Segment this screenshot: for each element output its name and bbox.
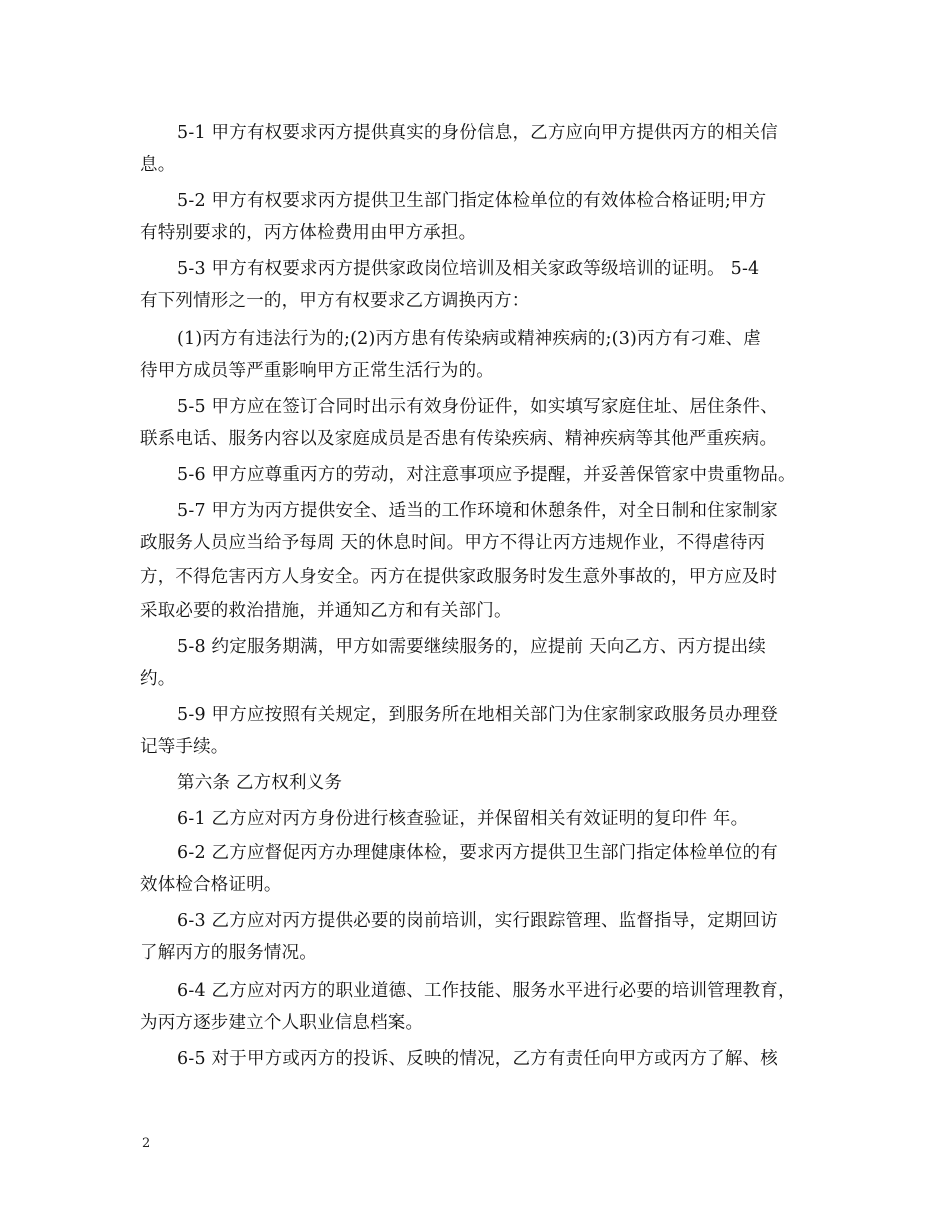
- text-line: 6-3 乙方应对丙方提供必要的岗前培训，实行跟踪管理、监督指导，定期回访: [177, 911, 778, 931]
- text-line: 待甲方成员等严重影响甲方正常生活行为的。: [140, 361, 494, 381]
- text-line: 政服务人员应当给予每周 天的休息时间。甲方不得让丙方违规作业，不得虐待丙: [140, 533, 766, 553]
- section-heading: 第六条 乙方权利义务: [177, 773, 343, 793]
- text-line: 5-3 甲方有权要求丙方提供家政岗位培训及相关家政等级培训的证明。 5-4: [177, 259, 760, 279]
- text-line: 记等手续。: [140, 737, 229, 757]
- text-line: 6-4 乙方应对丙方的职业道德、工作技能、服务水平进行必要的培训管理教育，: [177, 981, 796, 1001]
- text-line: 6-2 乙方应督促丙方办理健康体检，要求丙方提供卫生部门指定体检单位的有: [177, 843, 778, 863]
- text-line: (1)丙方有违法行为的;(2)丙方患有传染病或精神疾病的;(3)丙方有刁难、虐: [177, 329, 761, 349]
- text-line: 5-6 甲方应尊重丙方的劳动，对注意事项应予提醒，并妥善保管家中贵重物品。: [177, 465, 796, 485]
- text-line: 5-5 甲方应在签订合同时出示有效身份证件，如实填写家庭住址、居住条件、: [177, 397, 778, 417]
- text-line: 了解丙方的服务情况。: [140, 943, 317, 963]
- text-line: 6-5 对于甲方或丙方的投诉、反映的情况，乙方有责任向甲方或丙方了解、核: [177, 1049, 778, 1069]
- text-line: 息。: [140, 155, 176, 175]
- text-line: 5-2 甲方有权要求丙方提供卫生部门指定体检单位的有效体检合格证明;甲方: [177, 191, 767, 211]
- text-line: 约。: [140, 669, 176, 689]
- text-line: 5-1 甲方有权要求丙方提供真实的身份信息，乙方应向甲方提供丙方的相关信: [177, 123, 778, 143]
- text-line: 5-9 甲方应按照有关规定，到服务所在地相关部门为住家制家政服务员办理登: [177, 705, 778, 725]
- text-line: 6-1 乙方应对丙方身份进行核查验证，并保留相关有效证明的复印件 年。: [177, 809, 749, 829]
- text-line: 5-7 甲方为丙方提供安全、适当的工作环境和休憩条件，对全日制和住家制家: [177, 501, 778, 521]
- text-line: 采取必要的救治措施，并通知乙方和有关部门。: [140, 601, 512, 621]
- text-line: 为丙方逐步建立个人职业信息档案。: [140, 1013, 424, 1033]
- text-line: 效体检合格证明。: [140, 875, 282, 895]
- text-line: 有下列情形之一的，甲方有权要求乙方调换丙方：: [140, 291, 530, 311]
- text-line: 联系电话、服务内容以及家庭成员是否患有传染疾病、精神疾病等其他严重疾病。: [140, 429, 778, 449]
- text-line: 有特别要求的，丙方体检费用由甲方承担。: [140, 223, 477, 243]
- text-line: 方，不得危害丙方人身安全。丙方在提供家政服务时发生意外事故的，甲方应及时: [140, 567, 778, 587]
- text-line: 5-8 约定服务期满，甲方如需要继续服务的，应提前 天向乙方、丙方提出续: [177, 637, 767, 657]
- page-number: 2: [142, 1136, 151, 1151]
